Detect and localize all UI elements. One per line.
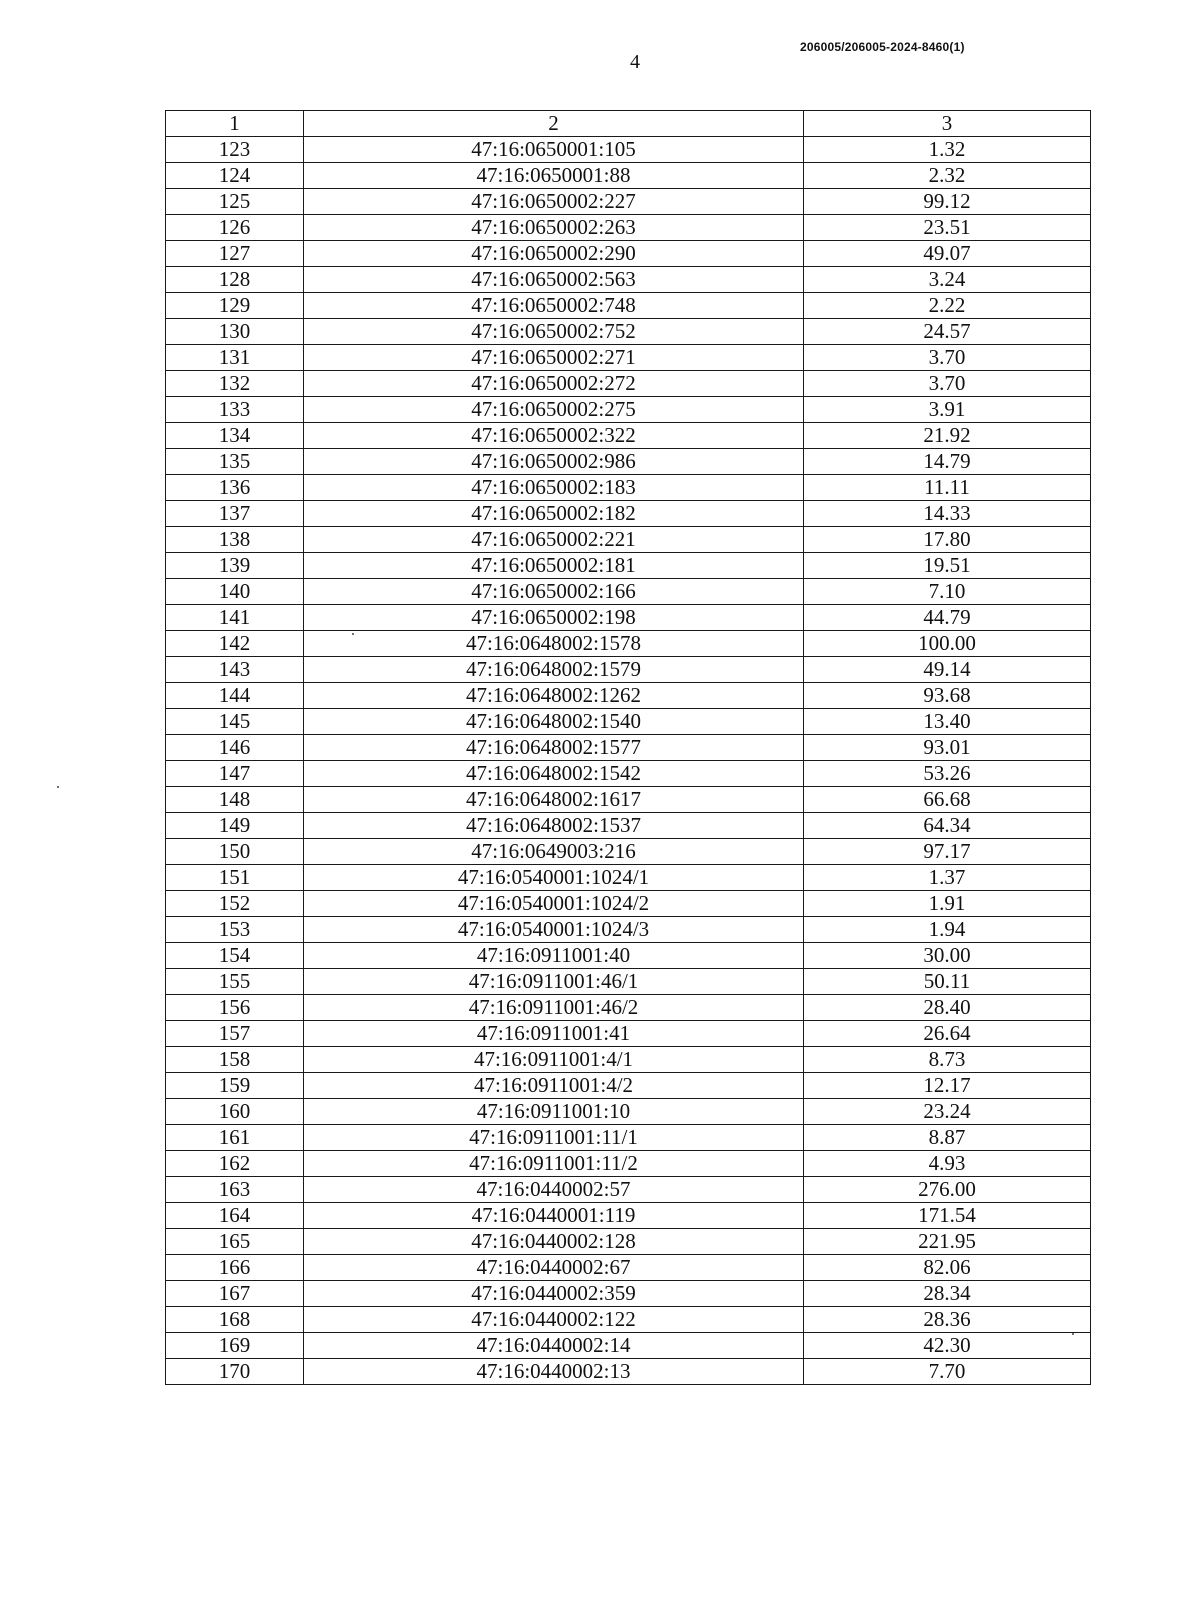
cadastral-number: 47:16:0440001:119 [304,1203,804,1229]
cadastral-number: 47:16:0650002:221 [304,527,804,553]
area-value: 3.91 [804,397,1091,423]
table-row [166,163,1091,189]
table-row [166,1359,1091,1385]
table-row [166,501,1091,527]
cadastral-number: 47:16:0440002:122 [304,1307,804,1333]
cadastral-number: 47:16:0911001:46/2 [304,995,804,1021]
table-row [166,1047,1091,1073]
table-row [166,553,1091,579]
cadastral-number: 47:16:0648002:1540 [304,709,804,735]
cadastral-number: 47:16:0650001:88 [304,163,804,189]
table-row [166,475,1091,501]
row-number: 130 [166,319,304,345]
table-row [166,397,1091,423]
table-row [166,631,1091,657]
row-number: 156 [166,995,304,1021]
cadastral-number: 47:16:0440002:128 [304,1229,804,1255]
area-value: 8.73 [804,1047,1091,1073]
column-header-3: 3 [804,111,1091,137]
table-row [166,1073,1091,1099]
table-row [166,319,1091,345]
cadastral-number: 47:16:0911001:10 [304,1099,804,1125]
row-number: 132 [166,371,304,397]
row-number: 137 [166,501,304,527]
cadastral-number: 47:16:0650002:275 [304,397,804,423]
scan-speck [352,633,354,635]
cadastral-number: 47:16:0540001:1024/2 [304,891,804,917]
table-row [166,1281,1091,1307]
area-value: 99.12 [804,189,1091,215]
row-number: 141 [166,605,304,631]
area-value: 14.33 [804,501,1091,527]
area-value: 28.40 [804,995,1091,1021]
cadastral-number: 47:16:0650002:748 [304,293,804,319]
cadastral-number: 47:16:0650002:271 [304,345,804,371]
table-row [166,735,1091,761]
cadastral-number: 47:16:0650002:322 [304,423,804,449]
table-row [166,241,1091,267]
area-value: 28.36 [804,1307,1091,1333]
page-number: 4 [630,51,640,73]
cadastral-number: 47:16:0440002:13 [304,1359,804,1385]
table-row [166,371,1091,397]
cadastral-number: 47:16:0650002:752 [304,319,804,345]
row-number: 135 [166,449,304,475]
cadastral-number: 47:16:0648002:1577 [304,735,804,761]
table-row [166,189,1091,215]
row-number: 157 [166,1021,304,1047]
row-number: 131 [166,345,304,371]
table-row [166,1307,1091,1333]
row-number: 123 [166,137,304,163]
scan-speck [1072,1333,1074,1335]
area-value: 1.32 [804,137,1091,163]
row-number: 124 [166,163,304,189]
table-row [166,449,1091,475]
cadastral-number: 47:16:0440002:57 [304,1177,804,1203]
cadastral-number: 47:16:0650001:105 [304,137,804,163]
area-value: 66.68 [804,787,1091,813]
cadastral-number: 47:16:0648002:1537 [304,813,804,839]
cadastral-number: 47:16:0650002:166 [304,579,804,605]
table-row [166,1125,1091,1151]
area-value: 28.34 [804,1281,1091,1307]
table-row [166,839,1091,865]
row-number: 162 [166,1151,304,1177]
table-row [166,579,1091,605]
area-value: 3.24 [804,267,1091,293]
row-number: 139 [166,553,304,579]
table-row [166,1333,1091,1359]
table-row [166,709,1091,735]
area-value: 19.51 [804,553,1091,579]
row-number: 145 [166,709,304,735]
row-number: 146 [166,735,304,761]
cadastral-number: 47:16:0648002:1617 [304,787,804,813]
row-number: 159 [166,1073,304,1099]
area-value: 171.54 [804,1203,1091,1229]
row-number: 164 [166,1203,304,1229]
row-number: 129 [166,293,304,319]
table-row [166,527,1091,553]
table-row [166,423,1091,449]
area-value: 50.11 [804,969,1091,995]
row-number: 154 [166,943,304,969]
row-number: 143 [166,657,304,683]
area-value: 42.30 [804,1333,1091,1359]
area-value: 49.14 [804,657,1091,683]
area-value: 2.32 [804,163,1091,189]
document-reference: 206005/206005-2024-8460(1) [800,40,965,54]
row-number: 163 [166,1177,304,1203]
area-value: 82.06 [804,1255,1091,1281]
table-row [166,267,1091,293]
area-value: 23.51 [804,215,1091,241]
table-row [166,1151,1091,1177]
cadastral-number: 47:16:0648002:1579 [304,657,804,683]
table-row [166,865,1091,891]
area-value: 8.87 [804,1125,1091,1151]
area-value: 276.00 [804,1177,1091,1203]
table-row [166,813,1091,839]
cadastral-number: 47:16:0540001:1024/3 [304,917,804,943]
cadastral-number: 47:16:0650002:986 [304,449,804,475]
cadastral-number: 47:16:0650002:272 [304,371,804,397]
table-body [166,137,1091,1385]
area-value: 26.64 [804,1021,1091,1047]
cadastral-number: 47:16:0540001:1024/1 [304,865,804,891]
area-value: 13.40 [804,709,1091,735]
table-row [166,917,1091,943]
row-number: 167 [166,1281,304,1307]
area-value: 44.79 [804,605,1091,631]
table-row [166,1021,1091,1047]
cadastral-number: 47:16:0650002:183 [304,475,804,501]
area-value: 3.70 [804,371,1091,397]
cadastral-number: 47:16:0911001:46/1 [304,969,804,995]
area-value: 1.91 [804,891,1091,917]
table-row [166,215,1091,241]
area-value: 93.68 [804,683,1091,709]
row-number: 133 [166,397,304,423]
table-row [166,943,1091,969]
cadastral-number: 47:16:0911001:11/1 [304,1125,804,1151]
area-value: 12.17 [804,1073,1091,1099]
row-number: 170 [166,1359,304,1385]
area-value: 221.95 [804,1229,1091,1255]
row-number: 144 [166,683,304,709]
row-number: 138 [166,527,304,553]
land-plot-table [165,110,1091,1385]
area-value: 3.70 [804,345,1091,371]
table-row [166,1229,1091,1255]
cadastral-number: 47:16:0911001:40 [304,943,804,969]
row-number: 169 [166,1333,304,1359]
area-value: 1.94 [804,917,1091,943]
area-value: 4.93 [804,1151,1091,1177]
row-number: 125 [166,189,304,215]
cadastral-number: 47:16:0440002:14 [304,1333,804,1359]
table-row [166,345,1091,371]
area-value: 7.10 [804,579,1091,605]
table-row [166,293,1091,319]
table-row [166,683,1091,709]
table-row [166,1255,1091,1281]
table-header-row [166,111,1091,137]
area-value: 17.80 [804,527,1091,553]
row-number: 165 [166,1229,304,1255]
row-number: 134 [166,423,304,449]
area-value: 53.26 [804,761,1091,787]
table-row [166,137,1091,163]
row-number: 153 [166,917,304,943]
cadastral-number: 47:16:0911001:4/1 [304,1047,804,1073]
row-number: 148 [166,787,304,813]
area-value: 21.92 [804,423,1091,449]
row-number: 126 [166,215,304,241]
area-value: 14.79 [804,449,1091,475]
row-number: 147 [166,761,304,787]
cadastral-number: 47:16:0649003:216 [304,839,804,865]
table-row [166,761,1091,787]
area-value: 23.24 [804,1099,1091,1125]
area-value: 7.70 [804,1359,1091,1385]
table-row [166,657,1091,683]
row-number: 151 [166,865,304,891]
row-number: 128 [166,267,304,293]
row-number: 127 [166,241,304,267]
area-value: 11.11 [804,475,1091,501]
cadastral-number: 47:16:0440002:67 [304,1255,804,1281]
cadastral-number: 47:16:0650002:181 [304,553,804,579]
cadastral-number: 47:16:0650002:227 [304,189,804,215]
table-row [166,787,1091,813]
row-number: 150 [166,839,304,865]
row-number: 158 [166,1047,304,1073]
row-number: 155 [166,969,304,995]
row-number: 152 [166,891,304,917]
table-row [166,891,1091,917]
row-number: 142 [166,631,304,657]
row-number: 149 [166,813,304,839]
area-value: 97.17 [804,839,1091,865]
cadastral-number: 47:16:0650002:198 [304,605,804,631]
cadastral-number: 47:16:0650002:182 [304,501,804,527]
cadastral-number: 47:16:0650002:290 [304,241,804,267]
row-number: 136 [166,475,304,501]
cadastral-number: 47:16:0911001:4/2 [304,1073,804,1099]
cadastral-number: 47:16:0648002:1542 [304,761,804,787]
row-number: 166 [166,1255,304,1281]
cadastral-number: 47:16:0648002:1262 [304,683,804,709]
area-value: 2.22 [804,293,1091,319]
table-row [166,995,1091,1021]
table-row [166,969,1091,995]
cadastral-number: 47:16:0650002:563 [304,267,804,293]
cadastral-number: 47:16:0648002:1578 [304,631,804,657]
row-number: 168 [166,1307,304,1333]
area-value: 100.00 [804,631,1091,657]
area-value: 93.01 [804,735,1091,761]
row-number: 160 [166,1099,304,1125]
table-row [166,1177,1091,1203]
scan-speck [57,786,59,788]
area-value: 30.00 [804,943,1091,969]
area-value: 49.07 [804,241,1091,267]
area-value: 64.34 [804,813,1091,839]
cadastral-number: 47:16:0911001:11/2 [304,1151,804,1177]
area-value: 24.57 [804,319,1091,345]
column-header-1: 1 [166,111,304,137]
cadastral-number: 47:16:0440002:359 [304,1281,804,1307]
row-number: 140 [166,579,304,605]
column-header-2: 2 [304,111,804,137]
table-row [166,1203,1091,1229]
cadastral-number: 47:16:0650002:263 [304,215,804,241]
cadastral-number: 47:16:0911001:41 [304,1021,804,1047]
row-number: 161 [166,1125,304,1151]
table-row [166,605,1091,631]
table-row [166,1099,1091,1125]
area-value: 1.37 [804,865,1091,891]
